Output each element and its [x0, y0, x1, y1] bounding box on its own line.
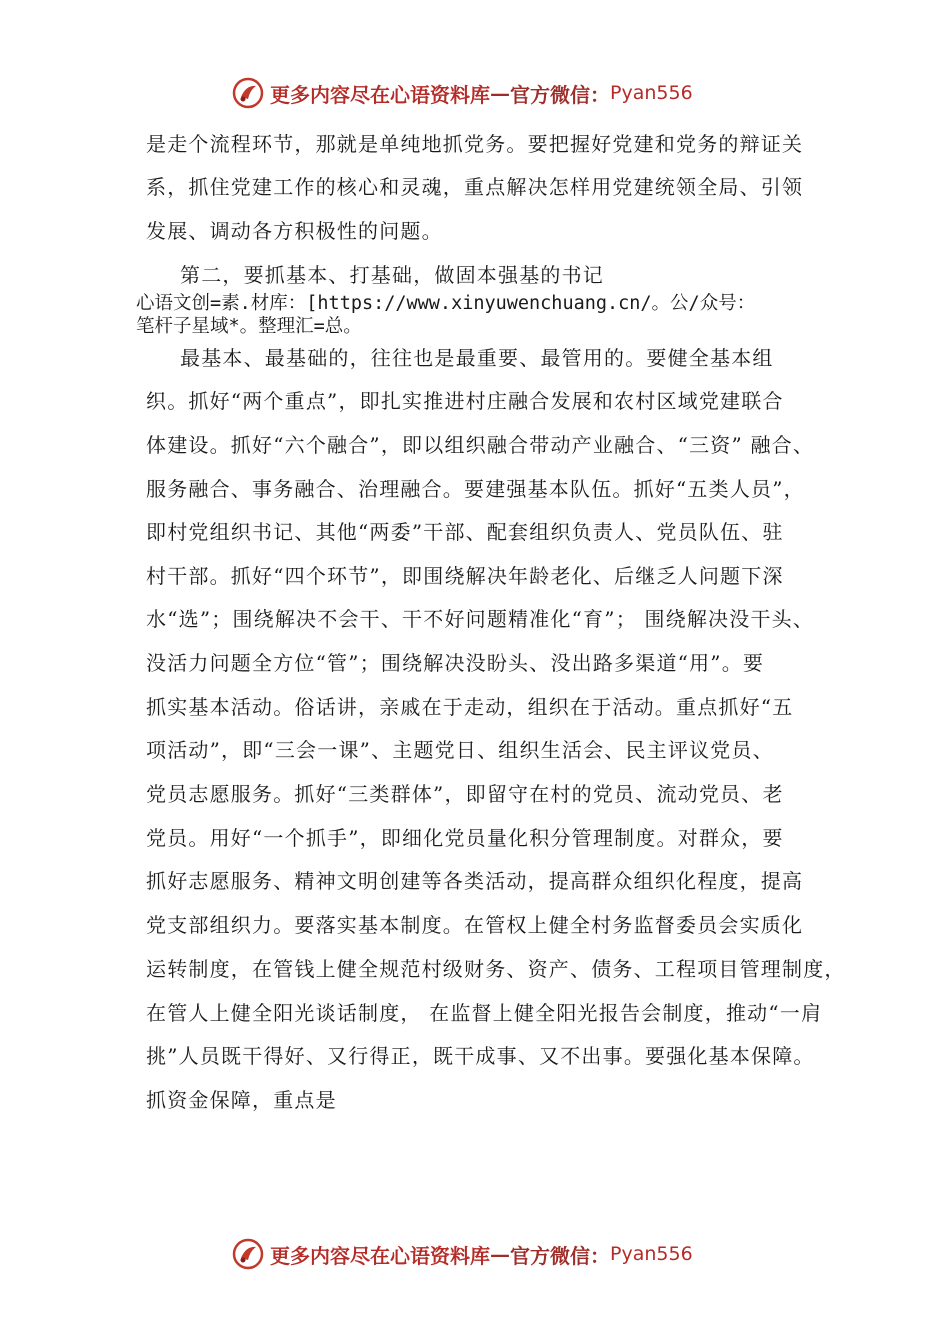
paragraph-line: 在管人上健全阳光谈话制度， 在监督上健全阳光报告会制度，推动“一肩 — [146, 1001, 823, 1025]
paragraph-line: 系，抓住党建工作的核心和灵魂，重点解决怎样用党建统领全局、引领 — [146, 175, 804, 199]
paragraph-line: 最基本、最基础的，往往也是最重要、最管用的。要健全基本组 — [180, 346, 774, 370]
paragraph-line: 党支部组织力。要落实基本制度。在管权上健全村务监督委员会实质化 — [146, 913, 804, 937]
paragraph-line: 服务融合、事务融合、治理融合。要建强基本队伍。抓好“五类人员”， — [146, 477, 805, 501]
header-banner — [232, 76, 693, 110]
banner-official-label: 官方微信： — [510, 82, 610, 107]
banner-wechat-id: Pyan556 — [610, 82, 693, 104]
paragraph-line: 水“选”；围绕解决不会干、干不好问题精准化“育”； 围绕解决没干头、 — [146, 607, 815, 631]
banner-dash: — — [490, 1242, 510, 1266]
paragraph-line: 即村党组织书记、其他“两委”干部、配套组织负责人、党员队伍、驻 — [146, 520, 784, 544]
brand-logo-icon — [232, 77, 264, 109]
banner-title: 更多内容尽在心语资料库 — [270, 1243, 490, 1268]
source-note-line: 心语文创=素.材库：[https://www.xinyuwenchuang.cn/。公/众号： — [136, 293, 756, 314]
paragraph-line: 织。抓好“两个重点”，即扎实推进村庄融合发展和农村区域党建联合 — [146, 389, 784, 413]
paragraph-line: 运转制度，在管钱上健全规范村级财务、资产、债务、工程项目管理制度， — [146, 957, 846, 981]
paragraph-line: 抓实基本活动。俗话讲，亲戚在于走动，组织在于活动。重点抓好“五 — [146, 695, 794, 719]
section-heading: 第二，要抓基本、打基础，做固本强基的书记 — [180, 263, 604, 287]
banner-wechat-id: Pyan556 — [610, 1243, 693, 1265]
paragraph-line: 党员。用好“一个抓手”，即细化党员量化积分管理制度。对群众，要 — [146, 826, 784, 850]
banner-title: 更多内容尽在心语资料库 — [270, 82, 490, 107]
paragraph-line: 挑”人员既干得好、又行得正，既干成事、又不出事。要强化基本保障。 — [146, 1044, 815, 1068]
source-note-line: 笔杆子星域*。整理汇=总。 — [136, 316, 362, 337]
paragraph-line: 项活动”，即“三会一课”、主题党日、组织生活会、民主评议党员、 — [146, 738, 774, 762]
paragraph-line: 抓好志愿服务、精神文明创建等各类活动，提高群众组织化程度，提高 — [146, 869, 804, 893]
paragraph-line: 抓资金保障，重点是 — [146, 1088, 337, 1112]
paragraph-line: 村干部。抓好“四个环节”，即围绕解决年龄老化、后继乏人问题下深 — [146, 564, 784, 588]
footer-banner — [232, 1237, 693, 1271]
banner-dash: — — [490, 81, 510, 105]
paragraph-line: 没活力问题全方位“管”；围绕解决没盼头、没出路多渠道“用”。要 — [146, 651, 765, 675]
banner-official-label: 官方微信： — [510, 1243, 610, 1268]
paragraph-line: 体建设。抓好“六个融合”，即以组织融合带动产业融合、“三资” 融合、 — [146, 433, 815, 457]
paragraph-line: 是走个流程环节，那就是单纯地抓党务。要把握好党建和党务的辩证关 — [146, 132, 804, 156]
brand-logo-icon — [232, 1238, 264, 1270]
paragraph-line: 发展、调动各方积极性的问题。 — [146, 219, 443, 243]
paragraph-line: 党员志愿服务。抓好“三类群体”，即留守在村的党员、流动党员、老 — [146, 782, 784, 806]
